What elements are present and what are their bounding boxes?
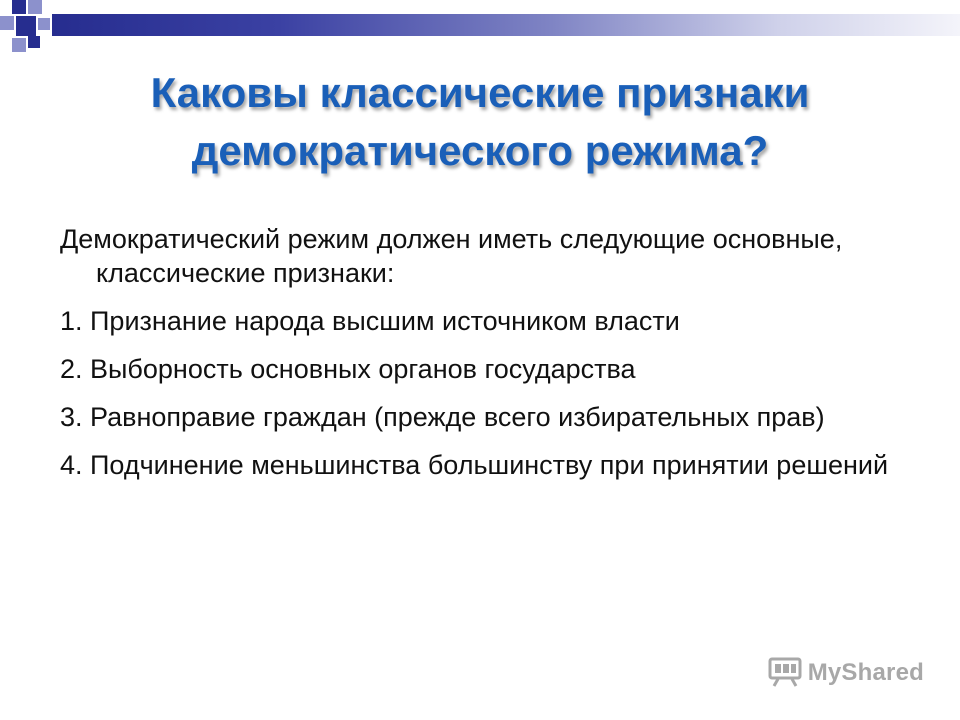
deco-square	[28, 36, 40, 48]
deco-square	[12, 0, 26, 14]
deco-square	[0, 16, 14, 30]
list-item: 1. Признание народа высшим источником власти	[60, 306, 680, 336]
deco-square	[38, 18, 50, 30]
presentation-board-icon	[768, 655, 802, 692]
deco-square	[12, 38, 26, 52]
watermark-text: MyShared	[807, 659, 924, 686]
list-item: 3. Равноправие граждан (прежде всего избирательных прав)	[60, 402, 825, 432]
list-item: 4. Подчинение меньшинства большинству при принятии решений	[60, 450, 889, 480]
intro-paragraph: Демократический режим должен иметь следующие основные, классические признаки:	[60, 224, 843, 288]
list-item: 2. Выборность основных органов государства	[60, 354, 636, 384]
watermark	[768, 656, 924, 690]
deco-square	[28, 0, 42, 14]
slide-title-line-1: Каковы классические признаки	[150, 69, 810, 116]
header-gradient-bar	[52, 14, 960, 36]
deco-square	[16, 16, 36, 36]
slide-title-line-2: демократического режима?	[191, 127, 769, 174]
slide-title	[20, 64, 940, 180]
slide-body	[60, 222, 920, 496]
